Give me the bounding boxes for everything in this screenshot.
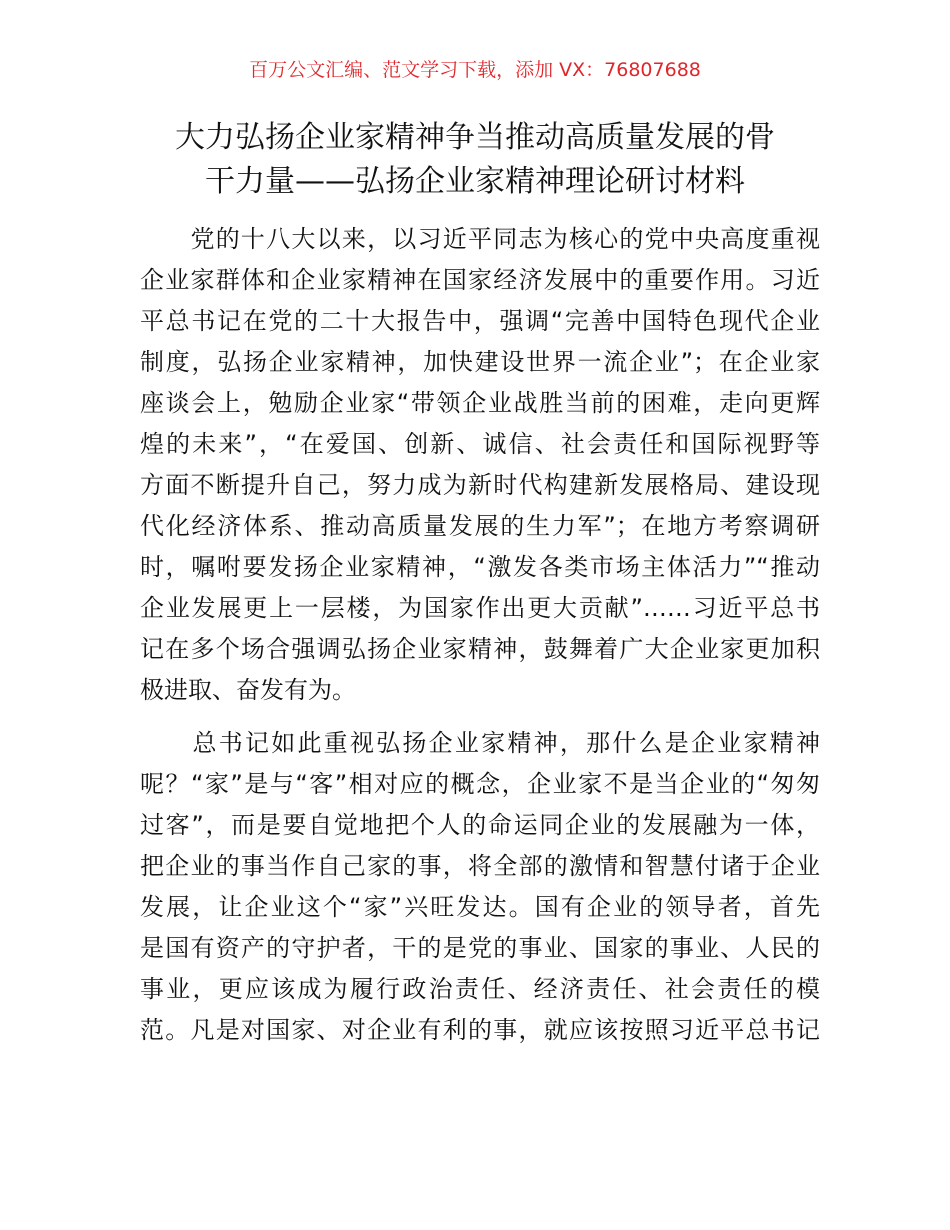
watermark-header: 百万公文汇编、范文学习下载，添加 VX：76807688 [249, 59, 701, 81]
document-body [140, 219, 820, 1063]
paragraph-line: 把企业的事当作自己家的事，将全部的激情和智慧付诸于企业 [140, 852, 820, 880]
paragraph [140, 723, 820, 1051]
paragraph-line: 党的十八大以来，以习近平同志为核心的党中央高度重视 [140, 225, 820, 253]
paragraph-line: 发展，让企业这个“家”兴旺发达。国有企业的领导者，首先 [140, 893, 820, 921]
paragraph-line: 范。凡是对国家、对企业有利的事，就应该按照习近平总书记 [140, 1016, 820, 1044]
paragraph-line: 平总书记在党的二十大报告中，强调“完善中国特色现代企业 [140, 307, 820, 335]
paragraph-line: 记在多个场合强调弘扬企业家精神，鼓舞着广大企业家更加积 [140, 635, 820, 663]
title-line: 大力弘扬企业家精神争当推动高质量发展的骨 [175, 120, 775, 155]
title-line: 干力量——弘扬企业家精神理论研讨材料 [205, 164, 745, 199]
paragraph-line: 极进取、奋发有为。 [140, 676, 356, 704]
paragraph-line: 总书记如此重视弘扬企业家精神，那什么是企业家精神 [140, 729, 820, 757]
paragraph-line: 呢？“家”是与“客”相对应的概念，企业家不是当企业的“匆匆 [140, 770, 820, 798]
paragraph-line: 煌的未来”，“在爱国、创新、诚信、社会责任和国际视野等 [140, 430, 820, 458]
paragraph-line: 企业家群体和企业家精神在国家经济发展中的重要作用。习近 [140, 266, 820, 294]
paragraph-line: 时，嘱咐要发扬企业家精神，“激发各类市场主体活力”“推动 [140, 553, 820, 581]
paragraph-line: 企业发展更上一层楼，为国家作出更大贡献”……习近平总书 [140, 594, 820, 622]
paragraph-line: 制度，弘扬企业家精神，加快建设世界一流企业”；在企业家 [140, 348, 820, 376]
paragraph-line: 事业，更应该成为履行政治责任、经济责任、社会责任的模 [140, 975, 820, 1003]
paragraph-line: 代化经济体系、推动高质量发展的生力军”；在地方考察调研 [140, 512, 820, 540]
paragraph [140, 219, 820, 711]
document-title [100, 116, 850, 204]
paragraph-line: 过客”，而是要自觉地把个人的命运同企业的发展融为一体， [140, 811, 820, 839]
paragraph-line: 方面不断提升自己，努力成为新时代构建新发展格局、建设现 [140, 471, 820, 499]
paragraph-line: 是国有资产的守护者，干的是党的事业、国家的事业、人民的 [140, 934, 820, 962]
paragraph-line: 座谈会上，勉励企业家“带领企业战胜当前的困难，走向更辉 [140, 389, 820, 417]
